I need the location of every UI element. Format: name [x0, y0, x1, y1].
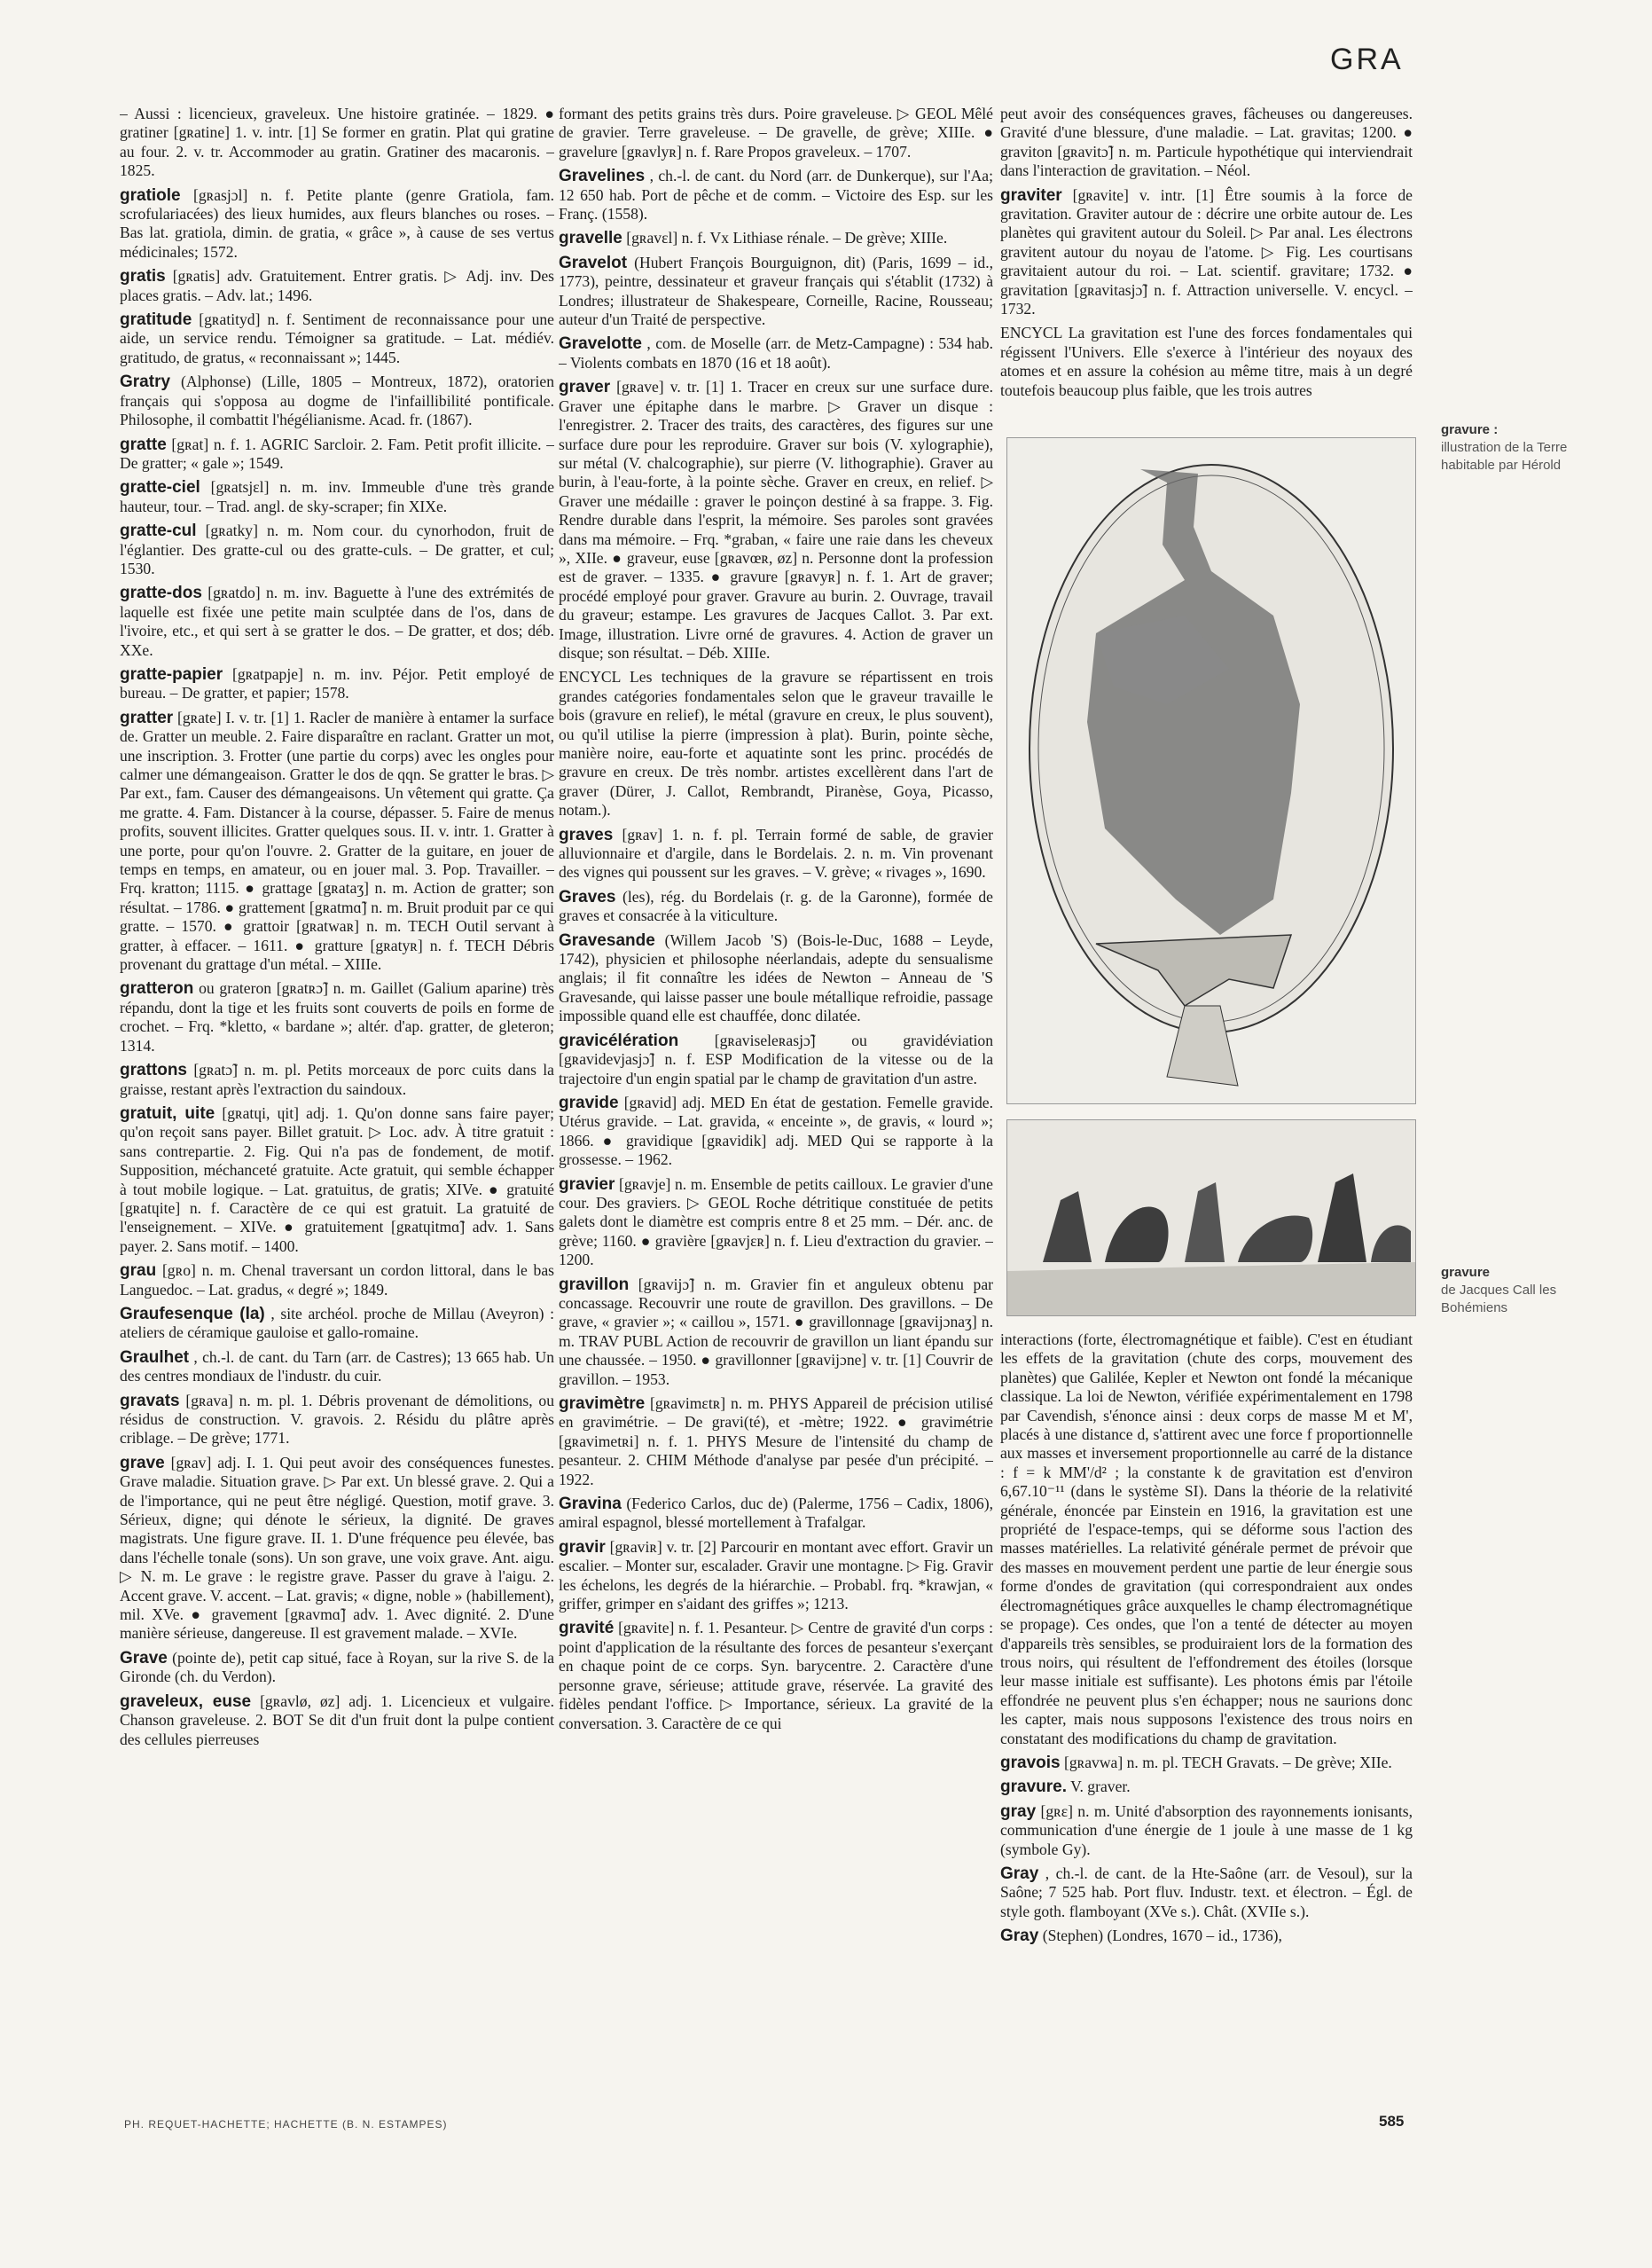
dictionary-entry [1000, 1802, 1413, 1859]
dictionary-entry [559, 378, 993, 663]
dictionary-entry [559, 1538, 993, 1614]
entry-definition: , com. de Moselle (arr. de Metz-Campagne) : 534 hab. – Violents combats en 1870 (16 et 18 août). [559, 334, 993, 372]
entry-definition: , ch.-l. de cant. du Tarn (arr. de Castres); 13 665 hab. Un des centres mondiaux de l'industr. du cuir. [120, 1347, 554, 1385]
entry-headword: Graulhet [120, 1347, 190, 1367]
entry-definition: [gʀav] 1. n. f. pl. Terrain formé de sable, de gravier alluvionnaire et d'argile, dans le Bordelais. 2. n. m. Vin provenant des vignes qui poussent sur les graves. – V. grève; « rivages », 1690. [559, 825, 993, 882]
dictionary-entry [120, 1649, 554, 1687]
dictionary-entry [120, 584, 554, 660]
entry-definition: [gʀasjɔl] n. f. Petite plante (genre Gratiola, fam. scrofulariacées) des lieux humides, aux fleurs blanches ou roses. – Bas lat. gratiola, dimin. de gratia, « grâce », à cause de ses vertus médicinales; 1572. [120, 185, 554, 261]
dictionary-entry [120, 310, 554, 367]
entry-headword: Gravesande [559, 930, 655, 950]
entry-headword: gray [1000, 1801, 1037, 1821]
entry-definition: [gʀave] v. tr. [1] 1. Tracer en creux sur une surface dure. Graver une épitaphe dans le marbre. ▷ Graver un disque : l'enregistrer. 2. Tracer des traits, des caractères, des figures sur une surface dure pour les reproduire. Graver sur bois (V. xylographie), sur métal (V. chalcographie), sur pierre (V. lithographie). Graver au burin, à l'eau-forte, à la pointe sèche. Graver en creux, en relief. ▷ Graver une médaille : graver le poinçon destiné à sa frappe. 3. Fig. Rendre durable dans l'esprit, la mémoire. Ses paroles sont gravées dans ma mémoire. – Frq. *graban, « faire une raie dans les cheveux », XIIe. ● graveur, euse [gʀavœʀ, øz] n. Personne dont la profession est de graver. – 1335. ● gravure [gʀavyʀ] n. f. 1. Art de graver; procédé employé pour graver. Gravure au burin. 2. Ouvrage, travail du graveur; estampe. Les gravures de Jacques Callot. 3. Par ext. Image, illustration. Livre orné de gravures. 4. Action de graver un disque; son résultat. – Déb. XIIIe. [559, 378, 993, 662]
entry-definition: [gʀavijɔ̃] n. m. Gravier fin et anguleux obtenu par concassage. Recouvrir une route de gravillon. Des gravillons. – De grave, « gravier »; « caillou », 1571. ● gravillonnage [gʀavijɔnaʒ] n. m. TRAV PUBL Action de recouvrir de gravillon un liant épandu sur une chaussée. – 1950. ● gravillonner [gʀavijɔne] v. tr. [1] Couvrir de gravillon. – 1953. [559, 1275, 993, 1388]
running-head: GRA [1330, 43, 1404, 76]
entry-definition: [gʀatdo] n. m. inv. Baguette à l'une des extrémités de laquelle est fixée une petite main sculptée dans de l'os, dans de l'ivoire, etc., et qui sert à se gratter le dos. – De gratter, et dos; déb. XXe. [120, 584, 554, 659]
dictionary-entry [559, 826, 993, 883]
entry-definition: ou grateron [gʀatʀɔ̃] n. m. Gaillet (Galium aparine) très répandu, dont la tige et les fruits sont couverts de poils en forme de crochet. – Frq. *kletto, « bardane »; altér. d'ap. gratter, de gleteron; 1314. [120, 979, 554, 1055]
entry-headword: Gravelot [559, 253, 628, 272]
engraving-bohemians-figure [1007, 1120, 1415, 1315]
entry-definition: [gʀaviʀ] v. tr. [2] Parcourir en montant avec effort. Gravir un escalier. – Monter sur, escalader. Gravir une montagne. ▷ Fig. Gravir les échelons, les degrés de la hiérarchie. – Probabl. frq. *krawjan, « griffer, grimper en s'aidant des griffes »; 1213. [559, 1537, 993, 1613]
entry-definition: , site archéol. proche de Millau (Aveyron) : ateliers de céramique gauloise et gallo-romaine. [120, 1304, 554, 1342]
caption-engraving-2 [1441, 1264, 1618, 1317]
dictionary-entry [1000, 1754, 1413, 1772]
entry-definition: [gʀavɛl] n. f. Vx Lithiase rénale. – De grève; XIIIe. [626, 229, 948, 247]
dictionary-entry [1000, 1927, 1413, 1945]
entry-headword: Gratry [120, 373, 171, 392]
entry-definition: [gʀava] n. m. pl. 1. Débris provenant de démolitions, ou résidus de construction. V. gravois. 2. Résidu du plâtre après criblage. – De grève; 1771. [120, 1391, 554, 1448]
entry-headword: Graves [559, 887, 616, 906]
caption-engraving-1 [1441, 421, 1618, 475]
entry-headword: gravicélération [559, 1031, 679, 1050]
dictionary-entry [559, 1175, 993, 1270]
entry-definition: peut avoir des conséquences graves, fâcheuses ou dangereuses. Gravité d'une blessure, d'une maladie. – Lat. gravitas; 1200. ● graviton [gʀavitɔ̃] n. m. Particule hypothétique qui interviendrait dans l'interaction de gravitation. – Néol. [1000, 105, 1413, 180]
entry-definition: [gʀɛ] n. m. Unité d'absorption des rayonnements ionisants, communication d'une énergie de 1 joule à une masse de 1 kg (symbole Gy). [1000, 1801, 1413, 1858]
dictionary-entry [559, 1032, 993, 1088]
entry-definition: [gʀavite] v. intr. [1] Être soumis à la force de gravitation. Graviter autour de : décrire une orbite autour de. Les planètes qui gravitent autour du Soleil. ▷ Par anal. Les électrons gravitent autour du noyau de l'atome. ▷ Fig. Les courtisans gravitaient autour du roi. – Lat. scientif. gravitare; 1732. ● gravitation [gʀavitasjɔ̃] n. f. Attraction universelle. V. encycl. – 1732. [1000, 185, 1413, 318]
column-2 [559, 105, 993, 2091]
entry-definition: [gʀavwa] n. m. pl. TECH Gravats. – De grève; XIIe. [1064, 1753, 1392, 1771]
dictionary-entry [559, 167, 993, 224]
dictionary-entry [120, 436, 554, 474]
entry-headword: graves [559, 825, 614, 844]
entry-definition: [gʀavimɛtʀ] n. m. PHYS Appareil de précision utilisé en gravimétrie. – De gravi(té), et -mètre; 1922. ● gravimétrie [gʀavimetʀi] n. f. 1. PHYS Mesure de l'intensité du champ de pesanteur. 2. CHIM Méthode d'analyse par pesée d'un précipité. – 1922. [559, 1394, 993, 1488]
entry-definition: – Aussi : licencieux, graveleux. Une histoire gratinée. – 1829. ● gratiner [gʀatine] 1. v. intr. [1] Se former en gratin. Plat qui gratine au four. 2. v. tr. Accommoder au gratin. Gratiner des macaronis. – 1825. [120, 105, 554, 180]
entry-definition: interactions (forte, électromagnétique et faible). C'est en étudiant les effets de la gravitation (chute des corps, mouvement des planètes) que Galilée, Kepler et Newton ont fondé la mécanique classique. La loi de Newton, vérifiée expérimentalement en 1798 par Cavendish, s'énonce ainsi : deux corps de masse M et M', placés à une distance d, s'attirent avec une force f proportionnelle aux masses et inversement proportionnelle au carré de la distance : f = k MM'/d² ; la constante k de gravitation est d'environ 6,67.10⁻¹¹ (dans le système SI). Dans la théorie de la relativité générale, énoncée par Einstein en 1916, la gravitation est une propriété de l'espace-temps, qui se déforme sous l'action des masses matérielles. La relativité générale permet de prévoir que des masses en mouvement perdent une partie de leur énergie sous forme d'ondes de gravitation (qui correspondraient aux ondes électromagnétiques grâce auxquelles le champ électromagnétique se propage). Ces ondes, que l'on a tenté de détecter au moyen d'appareils très sensibles, se produiraient lors de la formation des trous noirs, qui résultent de l'effondrement des étoiles (lorsque leur masse initiale est suffisante). Les photons émis par l'étoile effondrée ne peuvent plus s'en échapper; nous ne saurions donc les capter, mais nous supposons l'existence des trous noirs en constatant des modifications du champ de gravitation. [1000, 1330, 1413, 1747]
entry-definition: ENCYCL La gravitation est l'une des forces fondamentales qui régissent l'Univers. Elle s'exerce à l'intérieur des noyaux des atomes et en assure la cohésion au même titre, mais à un degré toutefois beaucoup plus faible, que les trois autres [1000, 324, 1413, 399]
entry-definition: (pointe de), petit cap situé, face à Royan, sur la rive S. de la Gironde (ch. du Verdon). [120, 1648, 554, 1686]
column-3-top [1000, 105, 1413, 424]
entry-headword: Gray [1000, 1927, 1039, 1946]
entry-headword: grave [120, 1453, 165, 1472]
entry-headword: gravimètre [559, 1394, 646, 1413]
entry-definition: [gʀaviseleʀasjɔ̃] ou gravidéviation [gʀavidevjasjɔ̃] n. f. ESP Modification de la vitesse ou de la trajectoire d'un engin spatial par le champ de gravitation d'un astre. [559, 1031, 993, 1087]
caption-label: gravure : [1441, 422, 1499, 437]
entry-headword: gratter [120, 708, 174, 727]
entry-definition: (Hubert François Bourguignon, dit) (Paris, 1699 – id., 1773), peintre, dessinateur et graveur français qui s'établit (1732) à Londres; illustrateur de Shakespeare, Corneille, Racine, Rousseau; auteur d'un Traité de perspective. [559, 253, 993, 329]
entry-headword: gravité [559, 1619, 615, 1638]
entry-definition: [gʀat] n. f. 1. AGRIC Sarcloir. 2. Fam. Petit profit illicite. – De gratter; « gale »; 1549. [120, 435, 554, 472]
entry-definition: [gʀavje] n. m. Ensemble de petits cailloux. Le gravier d'une cour. Des graviers. ▷ GEOL Roche détritique constituée de petits galets dont le diamètre est compris entre 8 et 25 mm. – Dér. anc. de grève; 1160. ● gravière [gʀavjɛʀ] n. f. Lieu d'extraction du gravier. – 1200. [559, 1174, 993, 1269]
dictionary-entry [120, 1692, 554, 1749]
dictionary-entry [120, 1305, 554, 1343]
entry-definition: , ch.-l. de cant. du Nord (arr. de Dunkerque), sur l'Aa; 12 650 hab. Port de pêche et de comm. – Victoire des Esp. sur les Franç. (1558). [559, 167, 993, 224]
entry-headword: gravier [559, 1174, 615, 1194]
dictionary-entry [1000, 1864, 1413, 1921]
dictionary-entry [559, 1275, 993, 1389]
entry-headword: gratte-papier [120, 664, 223, 684]
entry-definition: formant des petits grains très durs. Poire graveleuse. ▷ GEOL Mêlé de gravier. Terre graveleuse. – De gravelle, de grève; XIIIe. ● gravelure [gʀavlyʀ] n. f. Rare Propos graveleux. – 1707. [559, 105, 993, 161]
entry-definition: (Alphonse) (Lille, 1805 – Montreux, 1872), oratorien français qui s'opposa au dogme de l'infaillibilité pontificale. Philosophe, il combattit l'hégélianisme. Acad. fr. (1867). [120, 373, 554, 429]
dictionary-entry [120, 267, 554, 305]
page-number: 585 [1379, 2113, 1405, 2130]
entry-definition: [gʀatsjɛl] n. m. inv. Immeuble d'une très grande hauteur, tour. – Trad. angl. de sky-scraper; fin XIXe. [120, 478, 554, 515]
entry-headword: gravir [559, 1537, 606, 1557]
dictionary-entry [120, 665, 554, 703]
dictionary-entry [120, 478, 554, 516]
entry-definition: [gʀate] I. v. tr. [1] 1. Racler de manière à entamer la surface de. Gratter un meuble. 2. Faire disparaître en raclant. Gratter un mot, une inscription. 3. Frotter (une partie du corps) avec les ongles pour calmer une démangeaison. Gratter le dos de qqn. Se gratter le bras. ▷ Par ext., fam. Causer des démangeaisons. Un vêtement qui gratte. Ça me gratte. 4. Fam. Distancer à la course, dépasser. 5. Faire de menus profits, souvent illicites. Gratter quelques sous. II. v. intr. 1. Gratter à une porte, pour qu'on l'ouvre. 2. Gratter de la guitare, en jouer de temps en temps, en amateur, ou en jouer mal. 3. Pop. Travailler. – Frq. kratton; 1115. ● grattage [gʀataʒ] n. m. Action de gratter; son résultat. – 1786. ● grattement [gʀatmɑ̃] n. m. Bruit produit par ce qui gratte. – 1570. ● grattoir [gʀatwaʀ] n. m. TECH Outil servant à gratter, à effacer. – 1611. ● gratture [gʀatyʀ] n. f. TECH Débris provenant du grattage d'un métal. – XIIIe. [120, 708, 554, 974]
entry-headword: Gravina [559, 1495, 622, 1514]
entry-headword: Gravelines [559, 167, 646, 186]
column-3-bottom [1000, 1330, 1413, 2093]
entry-definition: [gʀatis] adv. Gratuitement. Entrer gratis. ▷ Adj. inv. Des places gratis. – Adv. lat.; 1496. [120, 267, 554, 304]
entry-definition: (Federico Carlos, duc de) (Palerme, 1756 – Cadix, 1806), amiral espagnol, blessé mortellement à Trafalgar. [559, 1495, 993, 1532]
entry-headword: gratis [120, 267, 166, 286]
column-1 [120, 105, 554, 2091]
entry-definition: [gʀavid] adj. MED En état de gestation. Femelle gravide. Utérus gravide. – Lat. gravida, « enceinte », de gravis, « lourd »; 1866. ● gravidique [gʀavidik] adj. MED Qui se rapporte à la grossesse. – 1962. [559, 1093, 993, 1169]
entry-definition: [gʀavlø, øz] adj. 1. Licencieux et vulgaire. Chanson graveleuse. 2. BOT Se dit d'un fruit dont la pulpe contient des cellules pierreuses [120, 1691, 554, 1748]
dictionary-entry [559, 254, 993, 330]
entry-headword: gratte-ciel [120, 478, 200, 498]
entry-headword: gratte-dos [120, 584, 202, 603]
entry-definition: [gʀavite] n. f. 1. Pesanteur. ▷ Centre de gravité d'un corps : point d'application de la résultante des forces de pesanteur s'exerçant en chaque point de ce corps. Syn. barycentre. 2. Caractère d'une personne grave, sérieuse; attitude grave, réservée. La gravité des fidèles pendant l'office. ▷ Importance, sérieux. La gravité de la conversation. 3. Caractère de ce qui [559, 1619, 993, 1732]
entry-headword: gravide [559, 1093, 619, 1112]
entry-definition: [gʀatɥi, ɥit] adj. 1. Qu'on donne sans faire payer; qu'on reçoit sans payer. Billet gratuit. ▷ Loc. adv. À titre gratuit : sans contrepartie. 2. Fig. Qui n'a pas de fondement, de motif. Supposition, méchanceté gratuite. Acte gratuit, qui semble échapper à tout mobile logique. – Lat. gratuitus, de gratis; XIVe. ● gratuité [gʀatɥite] n. f. Caractère de ce qui est gratuit. La gratuité de l'enseignement. – XIVe. ● gratuitement [gʀatɥitmɑ̃] adv. 1. Sans payer. 2. Sans motif. – 1400. [120, 1103, 554, 1255]
dictionary-entry [559, 668, 993, 820]
entry-headword: Grave [120, 1648, 168, 1668]
dictionary-entry [120, 1454, 554, 1644]
entry-headword: graver [559, 378, 611, 397]
dictionary-entry [120, 1104, 554, 1256]
entry-definition: (Stephen) (Londres, 1670 – id., 1736), [1042, 1927, 1282, 1945]
dictionary-entry [120, 1261, 554, 1299]
dictionary-entry [559, 334, 993, 373]
dictionary-entry [1000, 186, 1413, 319]
dictionary-entry [1000, 1330, 1413, 1748]
dictionary-entry [120, 979, 554, 1056]
engraving-oval-figure [1007, 438, 1415, 1103]
photo-credit: PH. REQUET-HACHETTE; HACHETTE (B. N. ESTAMPES) [124, 2118, 448, 2131]
entry-headword: gravure. [1000, 1778, 1067, 1797]
dictionary-entry [559, 1619, 993, 1732]
entry-definition: [gʀatpapje] n. m. inv. Péjor. Petit employé de bureau. – De gratter, et papier; 1578. [120, 664, 554, 702]
entry-definition: [gʀatky] n. m. Nom cour. du cynorhodon, fruit de l'églantier. Des gratte-cul ou des gratte-culs. – De gratter, et cul; 1530. [120, 522, 554, 577]
entry-headword: gravelle [559, 229, 622, 248]
entry-definition: ENCYCL Les techniques de la gravure se répartissent en trois grandes catégories fondamentales selon que le graveur travaille le bois (gravure en relief), le métal (gravure en creux, le plus souvent), ou qu'il utilise la pierre (impression à plat). Burin, pointe sèche, manière noire, eau-forte et aquatinte sont les princ. procédés de gravure en creux. De très nombr. artistes excellèrent dans l'art de graver (Dürer, J. Callot, Rembrandt, Piranèse, Goya, Picasso, notam.). [559, 668, 993, 820]
entry-definition: [gʀatɔ̃] n. m. pl. Petits morceaux de porc cuits dans la graisse, restant après l'extraction du saindoux. [120, 1061, 554, 1098]
entry-definition: [gʀatityd] n. f. Sentiment de reconnaissance pour une aide, un service rendu. Témoigner sa gratitude. – Lat. médiév. gratitudo, de gratus, « reconnaissant »; 1445. [120, 310, 554, 366]
dictionary-entry [120, 186, 554, 263]
dictionary-entry [559, 1495, 993, 1533]
dictionary-entry [559, 888, 993, 926]
dictionary-entry [559, 931, 993, 1026]
entry-headword: grau [120, 1261, 157, 1281]
dictionary-entry [559, 105, 993, 161]
entry-definition: [gʀav] adj. I. 1. Qui peut avoir des conséquences funestes. Grave maladie. Situation grave. ▷ Par ext. Un blessé grave. 2. Qui a de l'importance, qui ne peut être négligé. Question, motif grave. 3. Sérieux, digne; qui dénote le sérieux, la dignité. De graves magistrats. Une figure grave. II. 1. D'une fréquence peu élevée, bas dans l'échelle tonale (sons). Un son grave, une voix grave. Ant. aigu. ▷ N. m. Le grave : le registre grave. Passer du grave à l'aigu. 2. Accent grave. V. accent. – Lat. gravis; « digne, noble » (habillement), mil. XVe. ● gravement [gʀavmɑ̃] adv. 1. Avec dignité. 2. D'une manière sérieuse, dangereuse. Il est gravement malade. – XVIe. [120, 1453, 554, 1643]
entry-headword: gravois [1000, 1753, 1061, 1772]
engraving-illustration-callot [1006, 1119, 1416, 1316]
entry-headword: gratte-cul [120, 522, 197, 541]
entry-headword: gratuit, uite [120, 1103, 215, 1123]
dictionary-entry [1000, 324, 1413, 400]
entry-headword: gratiole [120, 185, 181, 205]
dictionary-entry [120, 105, 554, 181]
dictionary-entry [1000, 1778, 1413, 1796]
caption-label: gravure [1441, 1265, 1491, 1280]
engraving-illustration-hérold [1006, 437, 1416, 1104]
entry-headword: graviter [1000, 185, 1062, 205]
caption-text: de Jacques Call les Bohémiens [1441, 1283, 1557, 1315]
dictionary-entry [559, 229, 993, 247]
entry-headword: gravillon [559, 1275, 630, 1294]
entry-headword: graveleux, euse [120, 1691, 252, 1711]
entry-definition: (les), rég. du Bordelais (r. g. de la Garonne), formée de graves et consacrée à la viticulture. [559, 887, 993, 925]
entry-headword: Gray [1000, 1864, 1039, 1883]
entry-headword: grattons [120, 1061, 187, 1080]
dictionary-entry [120, 709, 554, 975]
entry-headword: gratitude [120, 310, 192, 330]
dictionary-entry [120, 1061, 554, 1099]
dictionary-entry [559, 1094, 993, 1170]
entry-headword: Gravelotte [559, 334, 642, 354]
entry-headword: gratte [120, 435, 167, 454]
entry-headword: gravats [120, 1391, 180, 1410]
dictionary-entry [120, 1392, 554, 1448]
dictionary-entry [120, 373, 554, 429]
entry-definition: [gʀo] n. m. Chenal traversant un cordon littoral, dans le bas Languedoc. – Lat. gradus, « degré »; 1849. [120, 1261, 554, 1299]
dictionary-entry [1000, 105, 1413, 181]
entry-headword: Graufesenque (la) [120, 1304, 265, 1323]
caption-text: illustration de la Terre habitable par Hérold [1441, 440, 1568, 473]
entry-definition: V. graver. [1070, 1778, 1131, 1796]
dictionary-entry [120, 1348, 554, 1386]
entry-definition: (Willem Jacob 'S) (Bois-le-Duc, 1688 – Leyde, 1742), physicien et philosophe néerlandais, adepte du sensualisme anglais; il fit connaître les idées de Newton – Anneau de 'S Gravesande, qui laisse passer une boule métallique refroidie, passage impossible quand elle est chauffée, donc dilatée. [559, 930, 993, 1025]
dictionary-entry [559, 1394, 993, 1489]
entry-headword: gratteron [120, 979, 194, 999]
entry-definition: , ch.-l. de cant. de la Hte-Saône (arr. de Vesoul), sur la Saône; 7 525 hab. Port fluv. Industr. text. et électron. – Égl. de style goth. flamboyant (XVe s.). Chât. (XVIIe s.). [1000, 1864, 1413, 1920]
dictionary-entry [120, 522, 554, 578]
